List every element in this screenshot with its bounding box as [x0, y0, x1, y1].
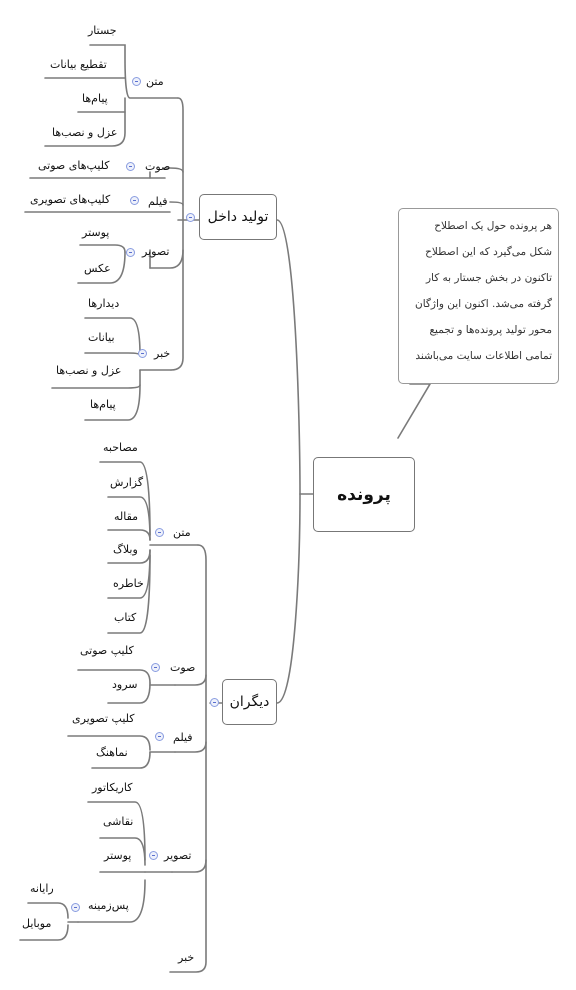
collapse-icon[interactable] [149, 851, 158, 860]
category-label-news[interactable]: خبر [154, 347, 171, 360]
category-label-text[interactable]: متن [146, 75, 164, 88]
callout-line-6: تمامی اطلاعات سایت می‌باشند [415, 350, 552, 362]
connector-internal-trunk [171, 98, 183, 370]
leaf-label[interactable]: گزارش [110, 476, 144, 489]
collapse-icon[interactable] [155, 732, 164, 741]
leaf-label[interactable]: موبایل [22, 917, 52, 930]
leaf-label[interactable]: عزل و نصب‌ها [56, 364, 122, 377]
leaf-label[interactable]: پوستر [82, 226, 110, 239]
collapse-icon[interactable] [71, 903, 80, 912]
leaf-label[interactable]: عزل و نصب‌ها [52, 126, 118, 139]
node-internal-production[interactable]: تولید داخل [199, 194, 277, 240]
callout-line-4: گرفته می‌شد. اکنون این واژگان [414, 298, 552, 310]
collapse-icon[interactable] [132, 77, 141, 86]
connector-internal-film [170, 202, 183, 205]
category-label-image[interactable]: تصویر [164, 849, 192, 862]
leaf-label[interactable]: پوستر [104, 849, 132, 862]
collapse-icon[interactable] [151, 663, 160, 672]
callout-line-3: تاکنون در بخش جستار به کار [425, 272, 552, 284]
collapse-icon[interactable] [155, 528, 164, 537]
callout-pointer [398, 384, 430, 438]
collapse-icon[interactable] [138, 349, 147, 358]
category-label-audio[interactable]: صوت [170, 661, 196, 674]
category-label-film[interactable]: فیلم [173, 731, 193, 744]
description-callout [398, 208, 559, 384]
callout-line-5: محور تولید پرونده‌ها و تجمیع [429, 324, 552, 336]
category-label-image[interactable]: تصویر [142, 245, 170, 258]
leaf-label[interactable]: کلیپ‌های صوتی [38, 159, 110, 172]
node-others[interactable]: دیگران [222, 679, 277, 725]
leaf-label[interactable]: مصاحبه [103, 441, 138, 454]
leaf-label[interactable]: پیام‌ها [90, 398, 116, 411]
leaf-label[interactable]: کتاب [114, 611, 137, 624]
root-node[interactable]: پرونده [313, 457, 415, 532]
connector-root-internal [277, 220, 300, 494]
leaf-label[interactable]: خاطره [113, 577, 144, 590]
category-label-audio[interactable]: صوت [145, 160, 171, 173]
leaf-label[interactable]: بیانات [88, 331, 115, 344]
collapse-icon[interactable] [126, 248, 135, 257]
leaf-label[interactable]: وبلاگ [113, 543, 138, 556]
collapse-icon[interactable] [126, 162, 135, 171]
category-label-text[interactable]: متن [173, 526, 191, 539]
collapse-icon[interactable] [130, 196, 139, 205]
callout-line-2: شکل می‌گیرد که این اصطلاح [425, 246, 552, 258]
category-label-news[interactable]: خبر [178, 951, 195, 964]
leaf-label[interactable]: کلیپ‌های تصویری [30, 193, 111, 206]
leaf-label[interactable]: کلیپ تصویری [72, 712, 135, 725]
collapse-icon[interactable] [186, 213, 195, 222]
leaf-label[interactable]: مقاله [114, 510, 139, 523]
leaf-label[interactable]: عکس [84, 262, 111, 275]
leaf-label[interactable]: نماهنگ [96, 746, 128, 759]
leaf-label[interactable]: دیدارها [88, 297, 120, 310]
leaf-label[interactable]: تقطیع بیانات [50, 58, 107, 71]
connector-root-others [277, 494, 300, 703]
leaf-label[interactable]: سرود [112, 678, 138, 691]
category-label-background[interactable]: پس‌زمینه [88, 899, 129, 912]
leaf-label[interactable]: کاریکاتور [92, 781, 133, 794]
leaf-label[interactable]: کلیپ صوتی [80, 644, 134, 657]
category-label-film[interactable]: فیلم [148, 195, 168, 208]
leaf-label[interactable]: نقاشی [103, 815, 134, 828]
leaf-label[interactable]: جستار [88, 24, 117, 37]
connector-others-trunk [170, 545, 206, 972]
leaf-label[interactable]: پیام‌ها [82, 92, 108, 105]
callout-line-1: هر پرونده حول یک اصطلاح [434, 220, 552, 232]
collapse-icon[interactable] [210, 698, 219, 707]
leaf-label[interactable]: رایانه [30, 882, 54, 895]
